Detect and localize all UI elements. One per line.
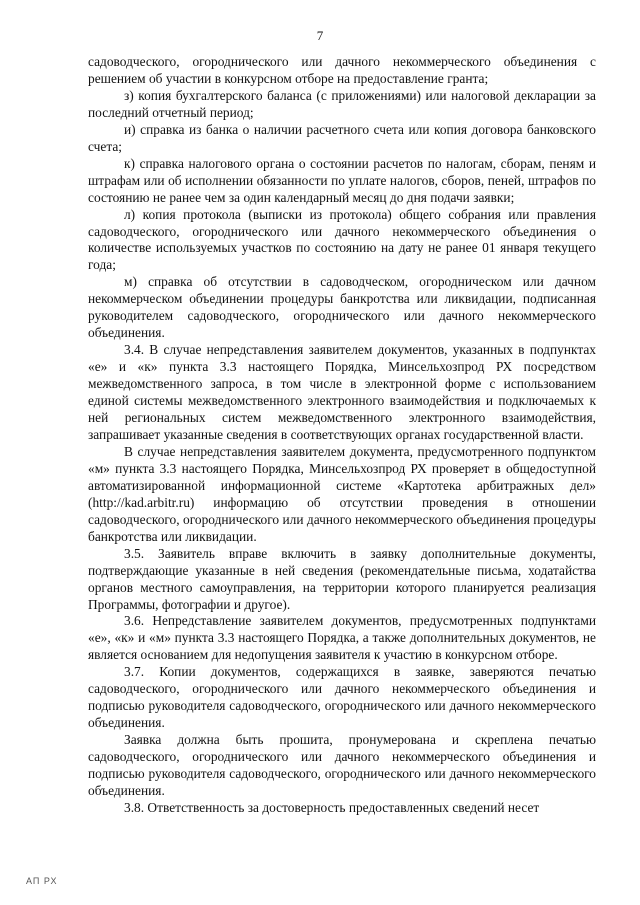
- paragraph-item-z: з) копия бухгалтерского баланса (с приложениями) или налоговой декларации за последний отчетный период;: [88, 87, 596, 120]
- paragraph-clause-3-7: 3.7. Копии документов, содержащихся в заявке, заверяются печатью садоводческого, огороднического или дачного некоммерческого объединения и подписью руководителя садоводческого, огороднического или дачного некоммерческого объединения.: [88, 664, 596, 731]
- paragraph-clause-3-6: 3.6. Непредставление заявителем документов, предусмотренных подпунктами «е», «к» и «м» пункта 3.3 настоящего Порядка, а также дополнительных документов, не является основанием для недопущения заявителя к участию в конкурсном отборе.: [88, 613, 596, 663]
- paragraph-item-k: к) справка налогового органа о состоянии расчетов по налогам, сборам, пеням и штрафам или об исполнении обязанности по уплате налогов, сборов, пеней, штрафов по состоянию не ранее чем за один календарный месяц до дня подачи заявки;: [88, 155, 596, 205]
- paragraph-clause-3-4: 3.4. В случае непредставления заявителем документов, указанных в подпунктах «е» и «к» пункта 3.3 настоящего Порядка, Минсельхозпрод РХ посредством межведомственного запроса, в том числе в электронной форме с использованием единой системы межведомственного электронного взаимодействия и подключаемых к ней региональных систем межведомственного электронного взаимодействия, запрашивает указанные сведения в соответствующих органах государственной власти.: [88, 342, 596, 442]
- document-body: [88, 54, 596, 817]
- footer-mark: АП РХ: [26, 876, 58, 886]
- paragraph-item-i: и) справка из банка о наличии расчетного счета или копия договора банковского счета;: [88, 121, 596, 154]
- paragraph-continuation: садоводческого, огороднического или дачного некоммерческого объединения с решением об участии в конкурсном отборе на предоставление гранта;: [88, 54, 596, 86]
- paragraph-clause-3-7-cont: Заявка должна быть прошита, пронумерована и скреплена печатью садоводческого, огороднического или дачного некоммерческого объединения и подписью руководителя садоводческого, огороднического или дачного некоммерческого объединения.: [88, 732, 596, 798]
- paragraph-item-m: м) справка об отсутствии в садоводческом, огородническом или дачном некоммерческом объединении процедуры банкротства или ликвидации, подписанная руководителем садоводческого, огороднического или дачного некоммерческого объединения.: [88, 274, 596, 341]
- paragraph-clause-3-5: 3.5. Заявитель вправе включить в заявку дополнительные документы, подтверждающие указанные в ней сведения (рекомендательные письма, ходатайства органов местного самоуправления, на территории которого планируется реализация Программы, фотографии и другое).: [88, 545, 596, 612]
- paragraph-clause-3-4-cont: В случае непредставления заявителем документа, предусмотренного подпунктом «м» пункта 3.3 настоящего Порядка, Минсельхозпрод РХ проверяет в общедоступной автоматизированной информационной системе «Картотека арбитражных дел» (http://kad.arbitr.ru) информацию об отсутствии проведения в отношении садоводческого, огороднического или дачного некоммерческого объединения процедуры банкротства или ликвидации.: [88, 443, 596, 544]
- paragraph-clause-3-8: 3.8. Ответственность за достоверность предоставленных сведений несет: [124, 799, 540, 815]
- paragraph-item-l: л) копия протокола (выписки из протокола) общего собрания или правления садоводческого, огороднического или дачного некоммерческого объединения о количестве используемых участков по состоянию на дату не ранее 01 января текущего года;: [88, 206, 596, 273]
- page-number: 7: [316, 28, 324, 43]
